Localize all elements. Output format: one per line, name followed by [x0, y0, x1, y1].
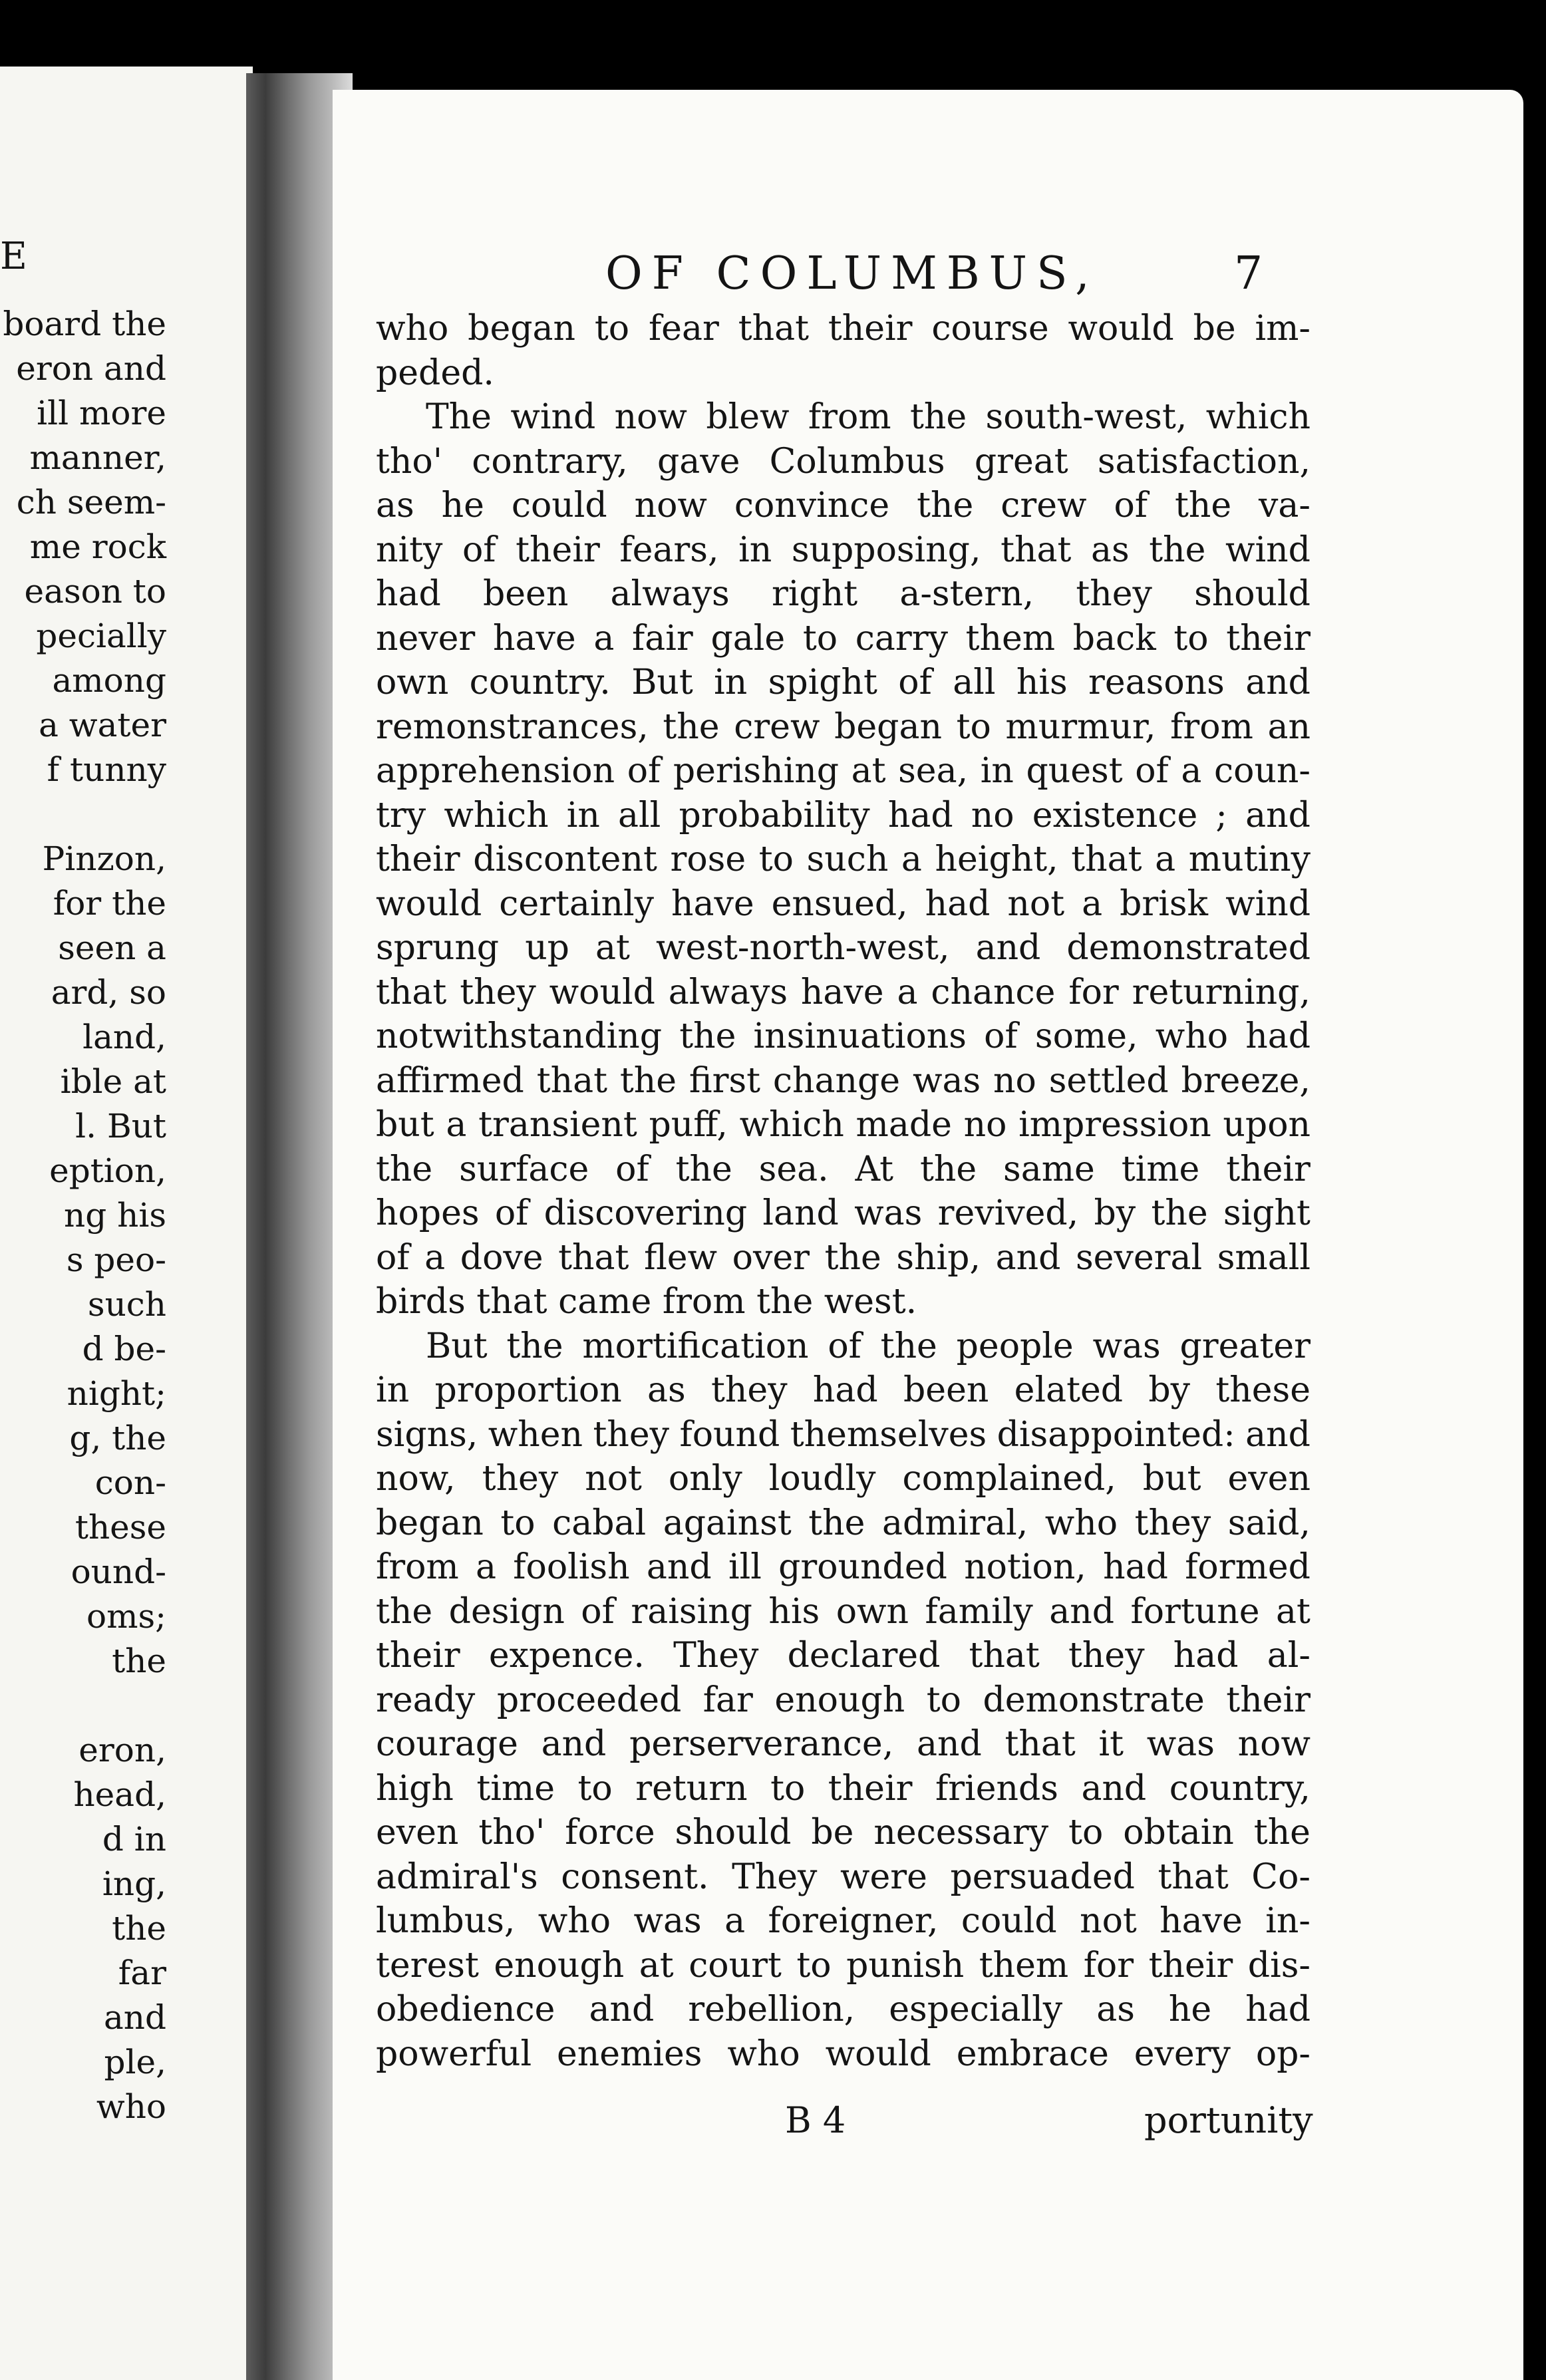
left-page-line: ard, so	[51, 973, 166, 1012]
left-page-line: for the	[53, 884, 166, 923]
left-page-line: g, the	[69, 1419, 166, 1457]
left-page-line: eason to	[24, 572, 166, 611]
text-line: try which in all probability had no existence ; and	[376, 795, 1311, 835]
catchword: portunity	[1144, 2099, 1313, 2141]
text-line: sprung up at west-north-west, and demonstrated	[376, 928, 1311, 968]
left-page-line: s peo-	[66, 1241, 166, 1279]
text-line: as he could now convince the crew of the va-	[376, 486, 1311, 525]
text-line: had been always right a-stern, they should	[376, 574, 1311, 614]
text-line: now, they not only loudly complained, but even	[376, 1459, 1311, 1499]
text-line: birds that came from the west.	[376, 1282, 917, 1322]
text-line: peded.	[376, 353, 494, 393]
left-page-line: con-	[94, 1463, 166, 1502]
text-line: ready proceeded far enough to demonstrate their	[376, 1680, 1311, 1720]
left-page-running-head: E	[0, 235, 27, 278]
left-page-line: night;	[67, 1374, 166, 1413]
text-line: signs, when they found themselves disappointed: and	[376, 1414, 1311, 1455]
running-head: OF COLUMBUS,	[605, 247, 1099, 300]
text-line: that they would always have a chance for returning,	[376, 972, 1311, 1012]
left-page-line: seen a	[58, 929, 166, 967]
left-page-line: l. But	[75, 1107, 166, 1145]
text-line: of a dove that flew over the ship, and several small	[376, 1237, 1311, 1278]
text-line: admiral's consent. They were persuaded that Co-	[376, 1857, 1311, 1897]
left-page-line: ing,	[102, 1864, 166, 1903]
left-page-line: ple,	[104, 2043, 166, 2081]
left-page-line: and	[103, 1998, 166, 2037]
text-line: obedience and rebellion, especially as he had	[376, 1990, 1311, 2029]
text-line: began to cabal against the admiral, who they said,	[376, 1503, 1311, 1543]
text-line: The wind now blew from the south-west, which	[426, 397, 1311, 437]
text-line: even tho' force should be necessary to obtain the	[376, 1813, 1311, 1853]
text-line: never have a fair gale to carry them back to their	[376, 618, 1311, 659]
text-line: the design of raising his own family and fortune at	[376, 1591, 1311, 1632]
signature-mark: B 4	[785, 2099, 846, 2141]
text-line: terest enough at court to punish them for their dis-	[376, 1945, 1311, 1986]
text-line: who began to fear that their course would be im-	[376, 309, 1311, 349]
left-page-line: eron,	[78, 1731, 166, 1769]
left-page-line: ng his	[64, 1196, 166, 1235]
text-line: their discontent rose to such a height, that a mutiny	[376, 839, 1311, 879]
text-line: apprehension of perishing at sea, in quest of a coun-	[376, 751, 1311, 791]
text-line: affirmed that the first change was no settled breeze,	[376, 1060, 1311, 1101]
text-line: lumbus, who was a foreigner, could not have in-	[376, 1901, 1311, 1941]
left-page-line: ound-	[71, 1553, 166, 1591]
left-page-line: ible at	[60, 1062, 166, 1101]
text-line: courage and perserverance, and that it was now	[376, 1724, 1311, 1764]
text-line: notwithstanding the insinuations of some, who had	[376, 1016, 1311, 1056]
left-page-line: me rock	[29, 527, 166, 566]
left-page-line: f tunny	[47, 750, 166, 789]
left-page-line: land,	[82, 1018, 166, 1056]
text-line: the surface of the sea. At the same time their	[376, 1149, 1311, 1189]
text-line: nity of their fears, in supposing, that as the wind	[376, 529, 1311, 570]
text-line: would certainly have ensued, had not a brisk wind	[376, 883, 1311, 924]
left-page-line: pecially	[36, 617, 166, 655]
left-page-line: eption,	[49, 1151, 166, 1190]
left-page-line: far	[118, 1954, 166, 1992]
left-page-line: d in	[102, 1820, 166, 1859]
text-line: own country. But in spight of all his reasons and	[376, 663, 1311, 702]
text-line: remonstrances, the crew began to murmur, from an	[376, 706, 1311, 747]
text-line: But the mortification of the people was greater	[426, 1326, 1311, 1366]
left-page-line: who	[96, 2087, 166, 2126]
left-page-line: manner,	[29, 438, 166, 477]
left-page-line: board the	[3, 305, 166, 343]
text-line: in proportion as they had been elated by these	[376, 1370, 1311, 1410]
left-page-line: ch seem-	[16, 483, 166, 521]
left-page-fragment	[0, 67, 253, 2380]
left-page-line: Pinzon,	[42, 839, 166, 878]
text-line: but a transient puff, which made no impression upon	[376, 1105, 1311, 1145]
left-page-line: such	[87, 1285, 166, 1324]
text-line: tho' contrary, gave Columbus great satisfaction,	[376, 441, 1311, 482]
left-page-line: the	[112, 1909, 166, 1948]
text-line: powerful enemies who would embrace every op-	[376, 2033, 1311, 2074]
left-page-line: a water	[39, 706, 166, 744]
left-page-line: ill more	[37, 394, 166, 432]
left-page-line: oms;	[86, 1597, 166, 1636]
left-page-line: eron and	[16, 349, 166, 388]
text-line: hopes of discovering land was revived, by the sight	[376, 1193, 1311, 1233]
text-line: their expence. They declared that they had al-	[376, 1636, 1311, 1676]
text-line: from a foolish and ill grounded notion, had formed	[376, 1547, 1311, 1587]
left-page-line: these	[75, 1508, 166, 1547]
left-page-line: among	[52, 661, 166, 700]
page-number: 7	[1234, 247, 1263, 300]
left-page-line: head,	[73, 1775, 166, 1814]
text-line: high time to return to their friends and country,	[376, 1768, 1311, 1809]
left-page-line: d be-	[82, 1330, 166, 1368]
left-page-line: the	[112, 1642, 166, 1680]
